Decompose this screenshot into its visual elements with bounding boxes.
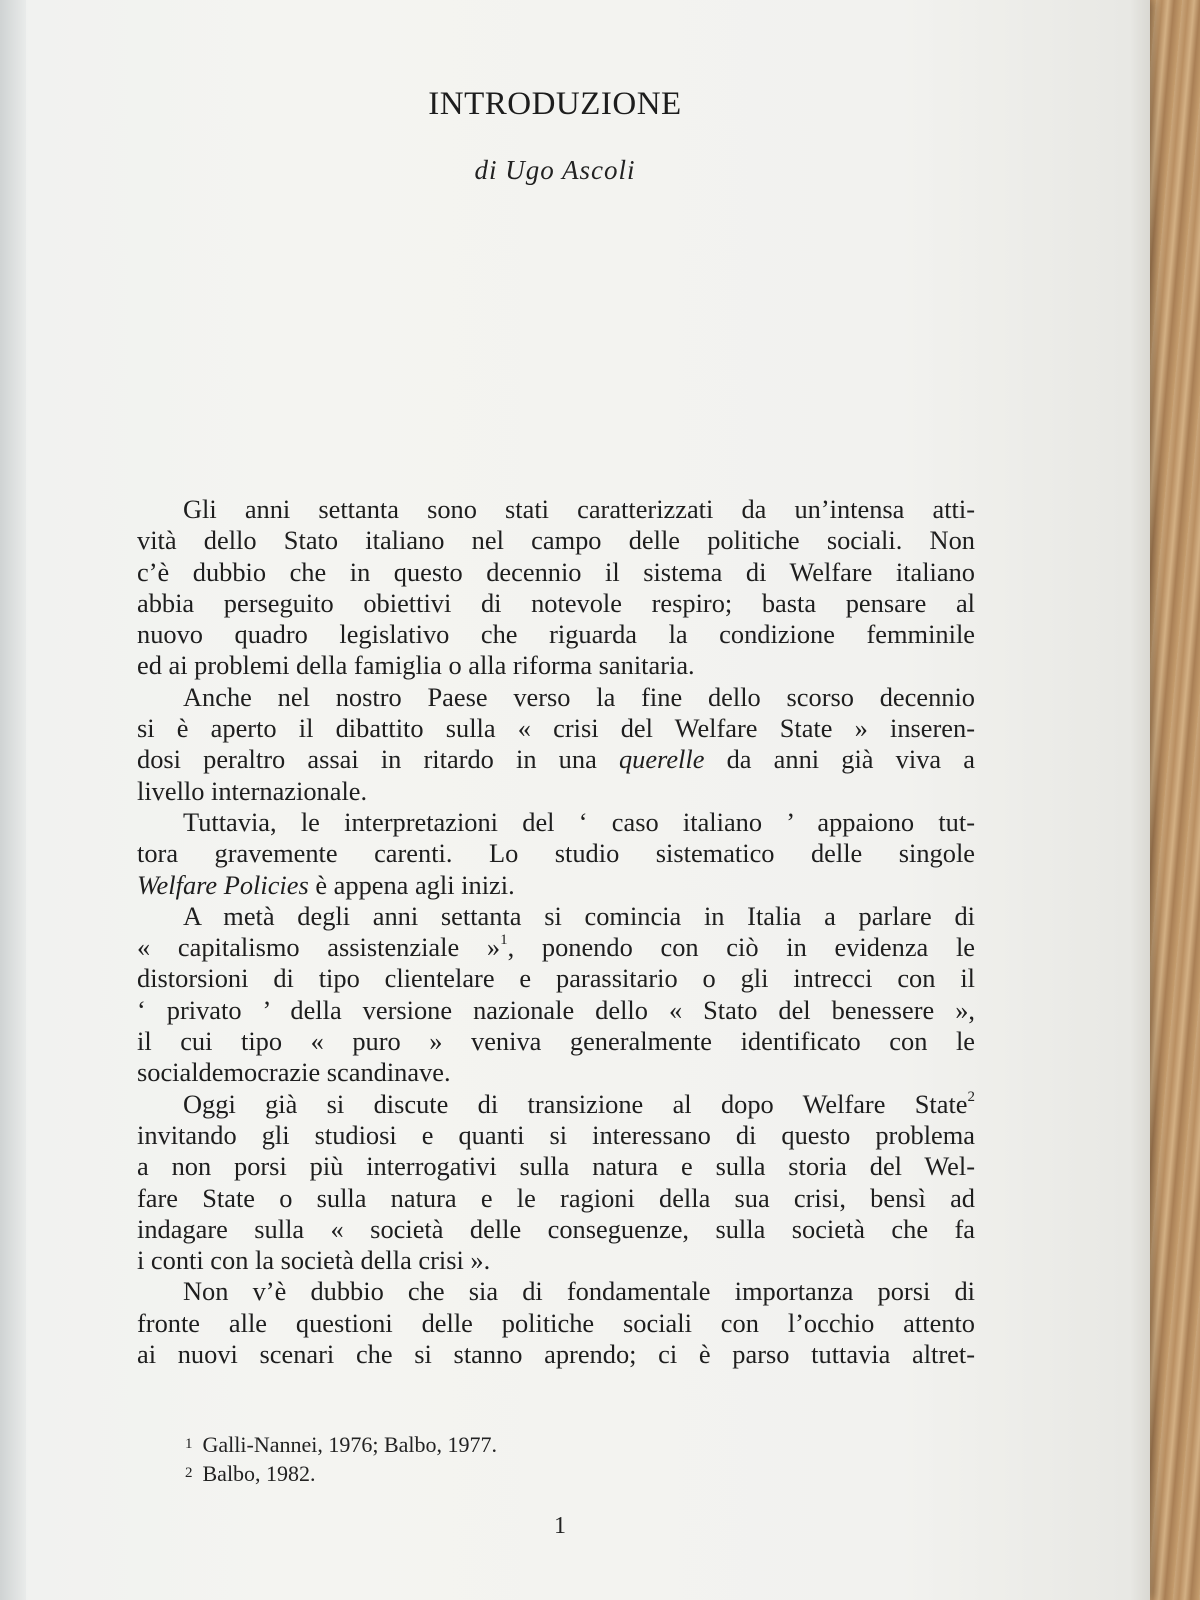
text-line: ai nuovi scenari che si stanno aprendo; ci è parso tuttavia altret- [137, 1339, 975, 1370]
footnotes [185, 1430, 785, 1488]
footnote-number: 1 [185, 1436, 193, 1452]
paragraph-4 [137, 901, 975, 1089]
text-line: fare State o sulla natura e le ragioni della sua crisi, bensì ad [137, 1182, 975, 1213]
text-line: c’è dubbio che in questo decennio il sistema di Welfare italiano [137, 556, 975, 587]
chapter-title: INTRODUZIONE [428, 86, 682, 122]
text-line [137, 870, 975, 901]
text-fragment: , ponendo con ciò in evidenza le [507, 932, 975, 963]
text-line: i conti con la società della crisi ». [137, 1245, 491, 1276]
text-line: abbia perseguito obiettivi di notevole respiro; basta pensare al [137, 587, 975, 618]
text-line: tora gravemente carenti. Lo studio sistematico delle singole [137, 838, 975, 869]
text-line: fronte alle questioni delle politiche sociali con l’occhio attento [137, 1307, 975, 1338]
text-line: vità dello Stato italiano nel campo delle politiche sociali. Non [137, 525, 975, 556]
paragraph-6 [137, 1276, 975, 1370]
text-line: il cui tipo « puro » veniva generalmente identificato con le [137, 1026, 975, 1057]
paragraph-1 [137, 494, 975, 682]
text-line: socialdemocrazie scandinave. [137, 1057, 451, 1088]
footnote-text: Galli-Nannei, 1976; Balbo, 1977. [202, 1432, 498, 1457]
text-line: nuovo quadro legislativo che riguarda la condizione femminile [137, 619, 975, 650]
footnote-ref: 1 [500, 932, 508, 949]
text-line: distorsioni di tipo clientelare e parassitario o gli intrecci con il [137, 963, 975, 994]
italic-term: querelle [618, 744, 705, 775]
text-line: indagare sulla « società delle conseguenze, sulla società che fa [137, 1213, 975, 1244]
text-line: ed ai problemi della famiglia o alla riforma sanitaria. [137, 650, 695, 681]
text-line: A metà degli anni settanta si comincia in Italia a parlare di [183, 900, 975, 931]
paragraph-5 [137, 1089, 975, 1277]
paragraph-3 [137, 807, 975, 901]
text-line: Gli anni settanta sono stati caratterizzati da un’intensa atti- [183, 494, 975, 524]
page-gutter [0, 0, 26, 1600]
text-fragment: « capitalismo assistenziale » [137, 932, 501, 963]
footnote-2 [185, 1459, 785, 1488]
text-line: Anche nel nostro Paese verso la fine dello scorso decennio [183, 681, 975, 712]
text-fragment: dosi peraltro assai in ritardo in una [137, 744, 597, 775]
paragraph-2 [137, 682, 975, 807]
text-line [137, 1089, 975, 1120]
page-number: 1 [554, 1513, 566, 1539]
text-line: invitando gli studiosi e quanti si interessano di questo problema [137, 1119, 975, 1150]
text-fragment: da anni già viva a [726, 744, 975, 775]
body-text [137, 494, 975, 1370]
italic-term: Welfare Policies [137, 869, 309, 900]
footnote-ref: 2 [967, 1088, 975, 1105]
text-line [137, 932, 975, 963]
text-line: ‘ privato ’ della versione nazionale dello « Stato del benessere », [137, 994, 975, 1025]
text-line: Non v’è dubbio che sia di fondamentale importanza porsi di [183, 1276, 975, 1307]
text-line: a non porsi più interrogativi sulla natura e sulla storia del Wel- [137, 1151, 975, 1182]
text-line: si è aperto il dibattito sulla « crisi del Welfare State » inseren- [137, 713, 975, 744]
chapter-author: di Ugo Ascoli [474, 155, 636, 185]
footnote-1 [185, 1430, 785, 1459]
footnote-text: Balbo, 1982. [202, 1461, 316, 1486]
text-line: Tuttavia, le interpretazioni del ‘ caso italiano ’ appaiono tut- [183, 806, 975, 837]
footnote-number: 2 [185, 1465, 193, 1481]
text-fragment: è appena agli inizi. [315, 869, 515, 900]
text-line [137, 744, 975, 775]
text-fragment: Oggi già si discute di transizione al dopo Welfare State [183, 1088, 968, 1119]
text-line: livello internazionale. [137, 775, 368, 806]
